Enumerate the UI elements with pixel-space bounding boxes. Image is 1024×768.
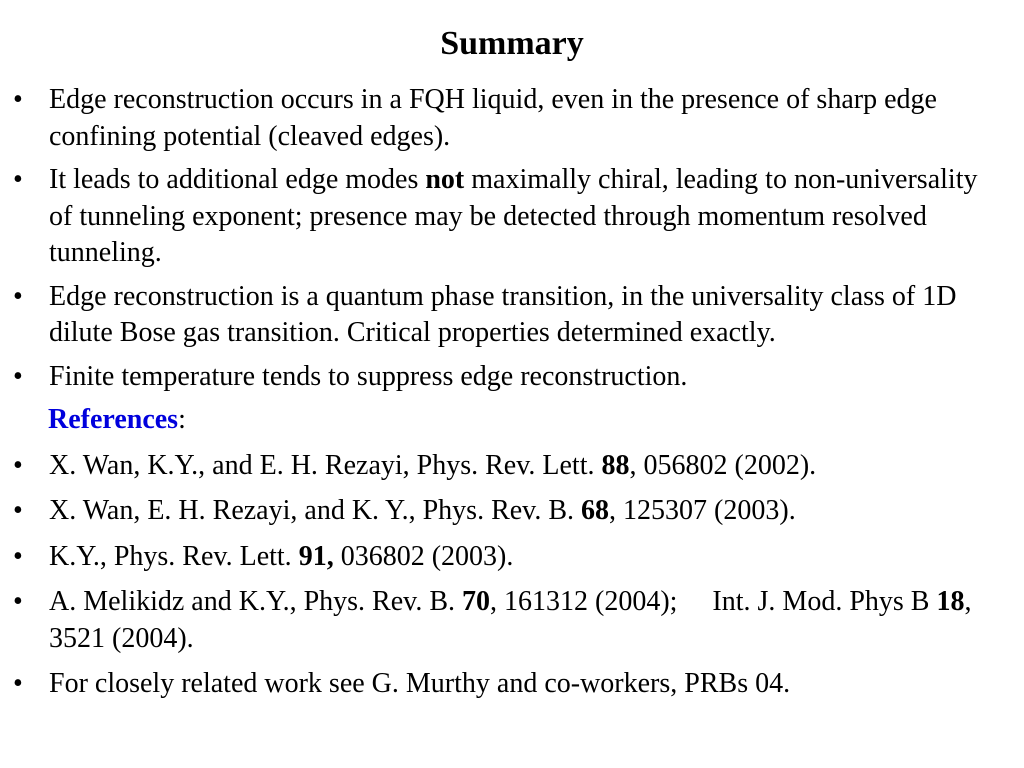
bullet-icon: • <box>13 360 23 392</box>
reference-volume: 91, <box>298 540 334 572</box>
slide-title: Summary <box>440 25 584 62</box>
reference-volume: 88 <box>601 449 630 481</box>
references-label: References <box>48 404 179 435</box>
bullet-icon: • <box>13 449 23 481</box>
summary-point-text: It leads to additional edge modes <box>49 164 426 195</box>
summary-point-4 <box>0 359 1024 396</box>
summary-point-text: Edge reconstruction is a quantum phase transition, in the universality class of 1D dilute Bose gas transition. Critical properties determined exactly. <box>49 280 957 348</box>
references-colon: : <box>178 404 186 435</box>
bullet-icon: • <box>13 668 23 699</box>
reference-item-3 <box>0 539 1024 576</box>
reference-text: , 056802 (2002). <box>629 449 817 481</box>
emphasis-not: not <box>425 164 465 195</box>
summary-point-text: Finite temperature tends to suppress edge reconstruction. <box>49 360 688 392</box>
reference-item-4 <box>0 584 1024 657</box>
bullet-icon: • <box>13 84 23 115</box>
reference-text: , 125307 (2003). <box>609 495 796 526</box>
reference-text: 036802 (2003). <box>333 540 514 572</box>
summary-point-1 <box>0 82 1024 155</box>
reference-text: K.Y., Phys. Rev. Lett. <box>49 540 299 572</box>
bullet-icon: • <box>13 540 23 572</box>
reference-text: , 3521 (2004). <box>49 586 972 654</box>
reference-text: A. Melikidz and K.Y., Phys. Rev. B. <box>49 586 462 617</box>
bullet-icon: • <box>13 164 23 195</box>
references-heading <box>0 402 1024 439</box>
bullet-icon: • <box>13 586 23 617</box>
reference-item-1 <box>0 448 1024 485</box>
reference-volume: 70 <box>462 586 490 617</box>
reference-volume: 18 <box>936 586 965 617</box>
summary-point-3 <box>0 279 1024 352</box>
reference-item-2 <box>0 493 1024 530</box>
bullet-icon: • <box>13 495 23 526</box>
reference-text: For closely related work see G. Murthy and co-workers, PRBs 04. <box>49 668 791 699</box>
summary-point-2 <box>0 162 1024 272</box>
reference-text: , 161312 (2004); Int. J. Mod. Phys B <box>490 586 937 617</box>
summary-point-text: maximally chiral, leading to non-universality of tunneling exponent; presence may be detected through momentum resolved tunneling. <box>49 164 978 268</box>
bullet-icon: • <box>13 280 23 312</box>
reference-volume: 68 <box>581 495 610 526</box>
reference-text: X. Wan, E. H. Rezayi, and K. Y., Phys. Rev. B. <box>49 495 582 526</box>
summary-point-text: Edge reconstruction occurs in a FQH liquid, even in the presence of sharp edge confining potential (cleaved edges). <box>49 84 937 152</box>
summary-list <box>0 82 1024 712</box>
reference-item-5 <box>0 666 1024 703</box>
reference-text: X. Wan, K.Y., and E. H. Rezayi, Phys. Rev. Lett. <box>49 449 602 481</box>
